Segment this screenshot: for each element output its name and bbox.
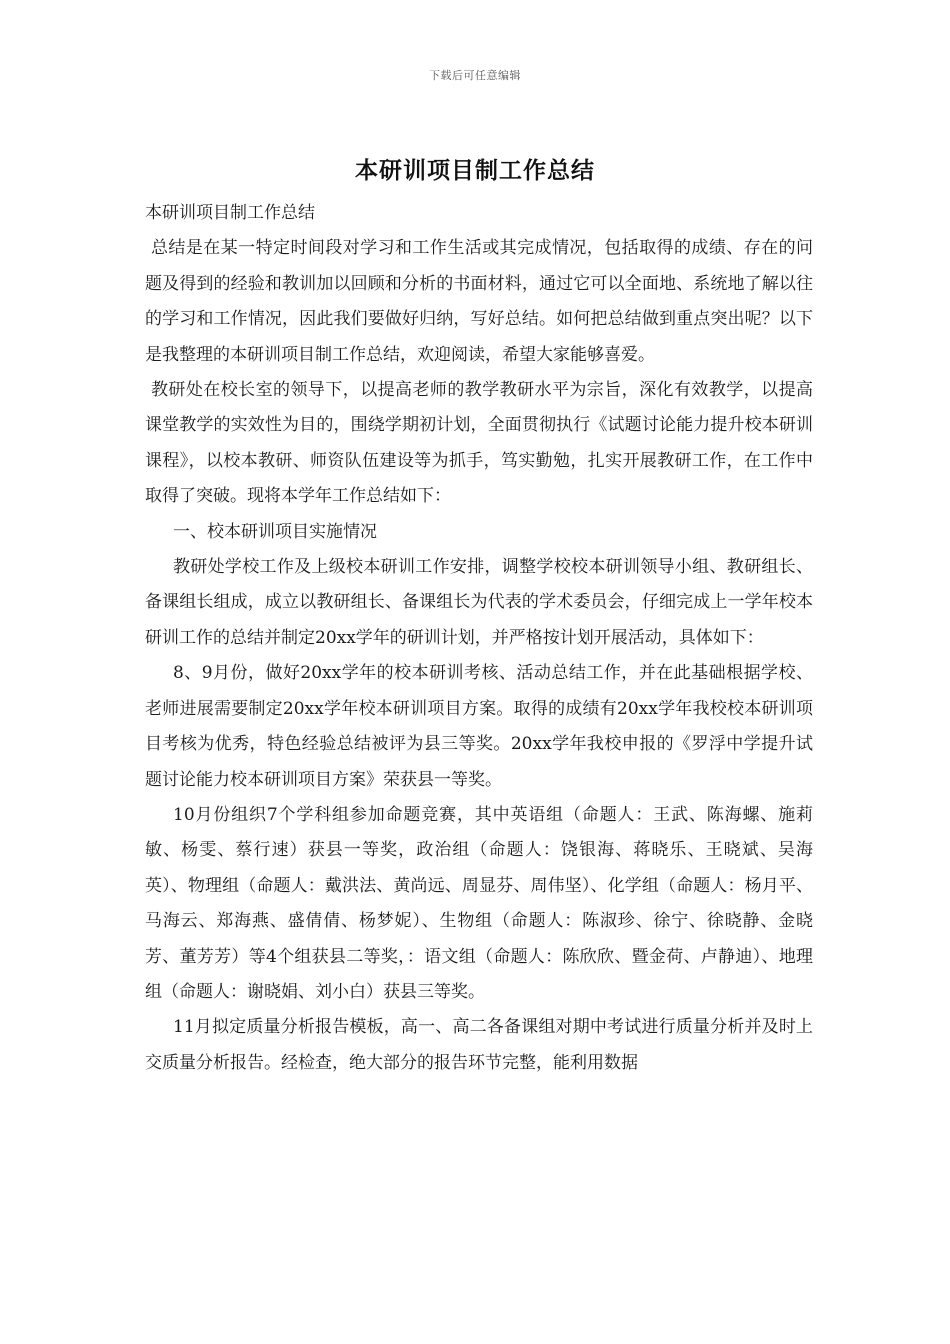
body-paragraph: 8、9月份，做好20xx学年的校本研训考核、活动总结工作，并在此基础根据学校、老师进展需要制定20xx学年校本研训项目方案。取得的成绩有20xx学年我校校本研训项目考核为优秀，特色经验总结被评为县三等奖。20xx学年我校申报的《罗浮中学提升试题讨论能力校本研训项目方案》荣获县一等奖。 bbox=[145, 663, 813, 790]
intro-paragraph: 总结是在某一特定时间段对学习和工作生活或其完成情况，包括取得的成绩、存在的问题及得到的经验和教训加以回顾和分析的书面材料，通过它可以全面地、系统地了解以往的学习和工作情况，因此我们要做好归纳，写好总结。如何把总结做到重点突出呢？以下是我整理的本研训项目制工作总结，欢迎阅读，希望大家能够喜爱。 bbox=[145, 238, 813, 365]
document-title: 本研训项目制工作总结 bbox=[355, 157, 595, 184]
header-note: 下载后可任意编辑 bbox=[429, 69, 521, 82]
subtitle-paragraph: 本研训项目制工作总结 bbox=[145, 203, 315, 223]
body-paragraph: 10月份组织7个学科组参加命题竞赛，其中英语组（命题人：王武、陈海螺、施莉敏、杨雯、蔡行速）获县一等奖，政治组（命题人：饶银海、蒋晓乐、王晓斌、吴海英）、物理组（命题人：戴洪法、黄尚远、周显芬、周伟坚）、化学组（命题人：杨月平、马海云、郑海燕、盛倩倩、杨梦妮）、生物组（命题人：陈淑珍、徐宁、徐晓静、金晓芳、董芳芳）等4个组获县二等奖，：语文组（命题人：陈欣欣、暨金荷、卢静迪）、地理组（命题人：谢晓娟、刘小白）获县三等奖。 bbox=[145, 804, 813, 1002]
body-paragraph: 教研处学校工作及上级校本研训工作安排，调整学校校本研训领导小组、教研组长、备课组长组成，成立以教研组长、备课组长为代表的学术委员会，仔细完成上一学年校本研训工作的总结并制定20xx学年的研训计划，并严格按计划开展活动，具体如下： bbox=[145, 557, 813, 648]
overview-paragraph: 教研处在校长室的领导下，以提高老师的教学教研水平为宗旨，深化有效教学，以提高课堂教学的实效性为目的，围绕学期初计划，全面贯彻执行《试题讨论能力提升校本研训课程》，以校本教研、师资队伍建设等为抓手，笃实勤勉，扎实开展教研工作，在工作中取得了突破。现将本学年工作总结如下： bbox=[145, 380, 813, 507]
body-paragraph: 11月拟定质量分析报告模板，高一、高二各备课组对期中考试进行质量分析并及时上交质量分析报告。经检查，绝大部分的报告环节完整，能利用数据 bbox=[145, 1017, 813, 1073]
section-heading: 一、校本研训项目实施情况 bbox=[173, 521, 377, 542]
document-body bbox=[145, 196, 813, 1081]
